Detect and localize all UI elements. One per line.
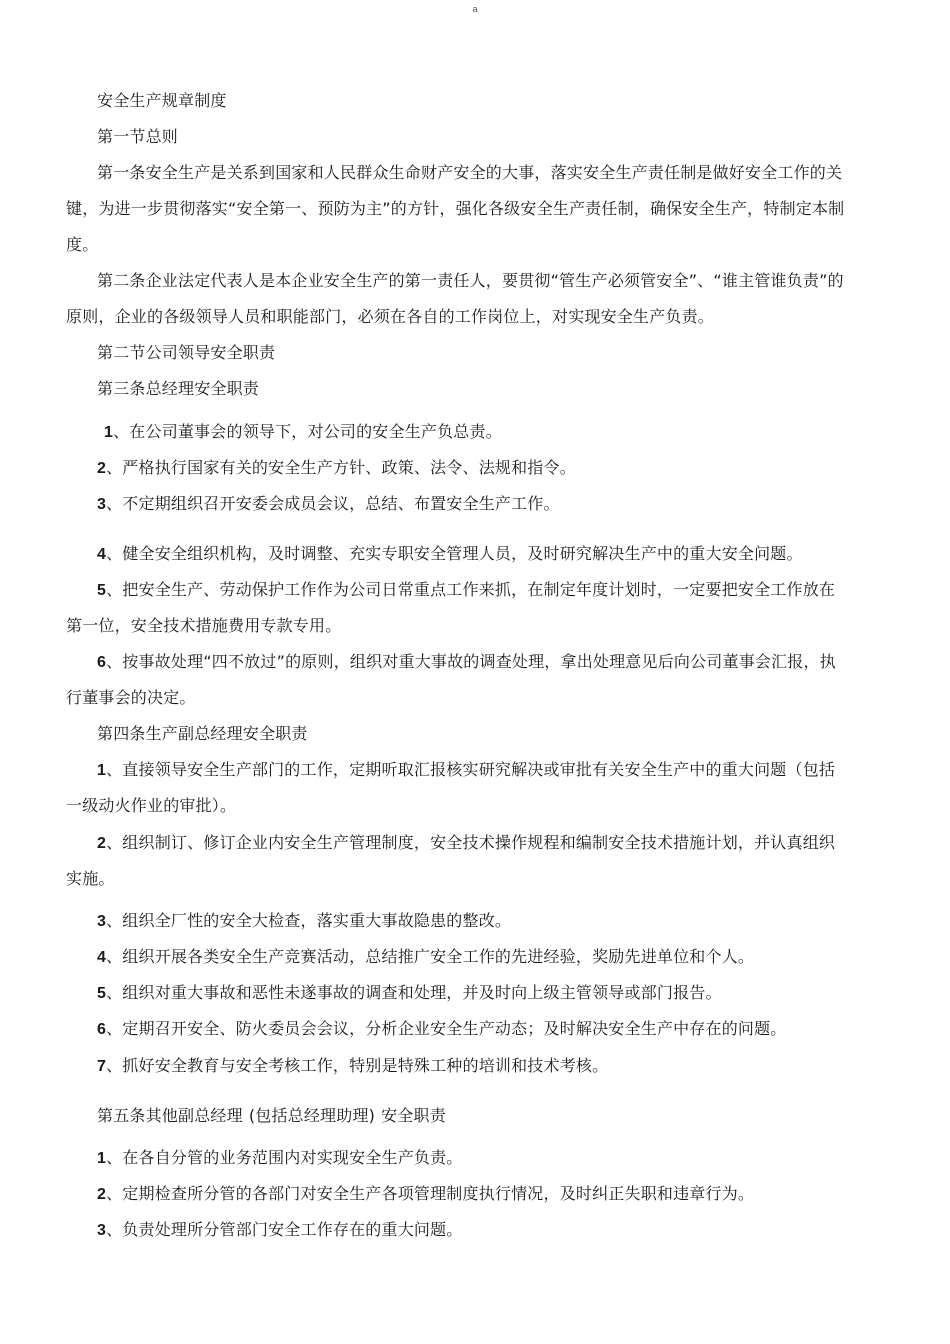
list-item	[97, 832, 835, 855]
list-item	[97, 1183, 754, 1206]
list-number: 2	[97, 835, 107, 852]
list-text: 、直接领导安全生产部门的工作，定期听取汇报核实研究解决或审批有关安全生产中的重大问题（包括	[106, 760, 836, 779]
section-heading: 第一节总则	[97, 127, 179, 146]
list-text: 、组织制订、修订企业内安全生产管理制度，安全技术操作规程和编制安全技术措施计划，并认真组织	[106, 833, 836, 852]
list-text: 、负责处理所分管部门安全工作存在的重大问题。	[106, 1220, 463, 1239]
list-text: 、组织全厂性的安全大检查，落实重大事故隐患的整改。	[106, 911, 512, 930]
list-text: 、抓好安全教育与安全考核工作，特别是特殊工种的培训和技术考核。	[106, 1056, 609, 1075]
list-number: 3	[97, 1222, 107, 1239]
list-number: 3	[97, 913, 107, 930]
paragraph-line: 第二条企业法定代表人是本企业安全生产的第一责任人，要贯彻“管生产必须管安全”、“谁主管谁负责”的	[97, 271, 844, 290]
list-number: 3	[97, 496, 107, 513]
list-text: 、在公司董事会的领导下，对公司的安全生产负总责。	[113, 422, 502, 441]
article-heading	[97, 1105, 446, 1127]
document-title: 安全生产规章制度	[97, 91, 227, 110]
list-number: 4	[97, 949, 107, 966]
list-item	[97, 1147, 463, 1170]
list-item	[97, 1018, 787, 1041]
list-number: 5	[97, 582, 107, 599]
list-text: 、定期召开安全、防火委员会会议，分析企业安全生产动态；及时解决安全生产中存在的问题。	[106, 1019, 787, 1038]
list-item	[97, 1219, 463, 1242]
list-text: 、健全安全组织机构，及时调整、充实专职安全管理人员，及时研究解决生产中的重大安全问题。	[106, 544, 803, 563]
list-item	[97, 946, 754, 969]
list-text: 、不定期组织召开安委会成员会议，总结、布置安全生产工作。	[106, 494, 560, 513]
list-number: 6	[97, 1021, 107, 1038]
list-item	[97, 493, 560, 516]
heading-part: (包括总经理助理)	[248, 1106, 376, 1125]
paragraph-line: 第一条安全生产是关系到国家和人民群众生命财产安全的大事，落实安全生产责任制是做好安全工作的关	[97, 163, 843, 182]
list-number: 1	[97, 1150, 107, 1167]
paragraph-line: 一级动火作业的审批）。	[66, 796, 237, 815]
section-heading: 第二节公司领导安全职责	[97, 343, 276, 362]
list-number: 5	[97, 985, 107, 1002]
list-text: 、严格执行国家有关的安全生产方针、政策、法令、法规和指令。	[106, 458, 576, 477]
list-item	[97, 651, 836, 674]
paragraph-line: 键，为进一步贯彻落实“安全第一、预防为主”的方针，强化各级安全生产责任制，确保安全生产，特制定本制	[66, 199, 845, 218]
list-number: 2	[97, 460, 107, 477]
list-text: 、组织对重大事故和恶性未遂事故的调查和处理，并及时向上级主管领导或部门报告。	[106, 983, 722, 1002]
list-item	[97, 543, 803, 566]
list-number: 2	[97, 1186, 107, 1203]
list-text: 、在各自分管的业务范围内对实现安全生产负责。	[106, 1148, 463, 1167]
paragraph-line: 行董事会的决定。	[66, 688, 196, 707]
list-text: 、组织开展各类安全生产竞赛活动，总结推广安全工作的先进经验，奖励先进单位和个人。	[106, 947, 755, 966]
article-heading: 第三条总经理安全职责	[97, 379, 260, 398]
paragraph-line: 度。	[66, 235, 99, 254]
list-text: 、定期检查所分管的各部门对安全生产各项管理制度执行情况，及时纠正失职和违章行为。	[106, 1184, 755, 1203]
list-number: 4	[97, 546, 107, 563]
list-item	[97, 910, 511, 933]
list-number: 1	[97, 762, 107, 779]
list-number: 7	[97, 1058, 107, 1075]
paragraph-line: 实施。	[66, 869, 115, 888]
list-text: 、按事故处理“四不放过”的原则，组织对重大事故的调查处理，拿出处理意见后向公司董事会汇报，执	[106, 652, 836, 671]
paragraph-line: 第一位，安全技术措施费用专款专用。	[66, 616, 342, 635]
article-heading: 第四条生产副总经理安全职责	[97, 724, 308, 743]
list-item	[97, 579, 835, 602]
list-item	[97, 982, 722, 1005]
list-item	[97, 1055, 608, 1078]
list-item	[97, 759, 835, 782]
paragraph-line: 原则，企业的各级领导人员和职能部门，必须在各自的工作岗位上，对实现安全生产负责。	[66, 307, 715, 326]
list-text: 、把安全生产、劳动保护工作作为公司日常重点工作来抓，在制定年度计划时，一定要把安全工作放在	[106, 580, 836, 599]
list-item	[97, 457, 576, 480]
header-mark: a	[472, 4, 478, 14]
list-number: 1	[104, 424, 114, 441]
heading-part: 第五条其他副总经理	[97, 1106, 243, 1125]
heading-part: 安全职责	[381, 1106, 446, 1125]
list-item	[104, 421, 502, 444]
list-number: 6	[97, 654, 107, 671]
